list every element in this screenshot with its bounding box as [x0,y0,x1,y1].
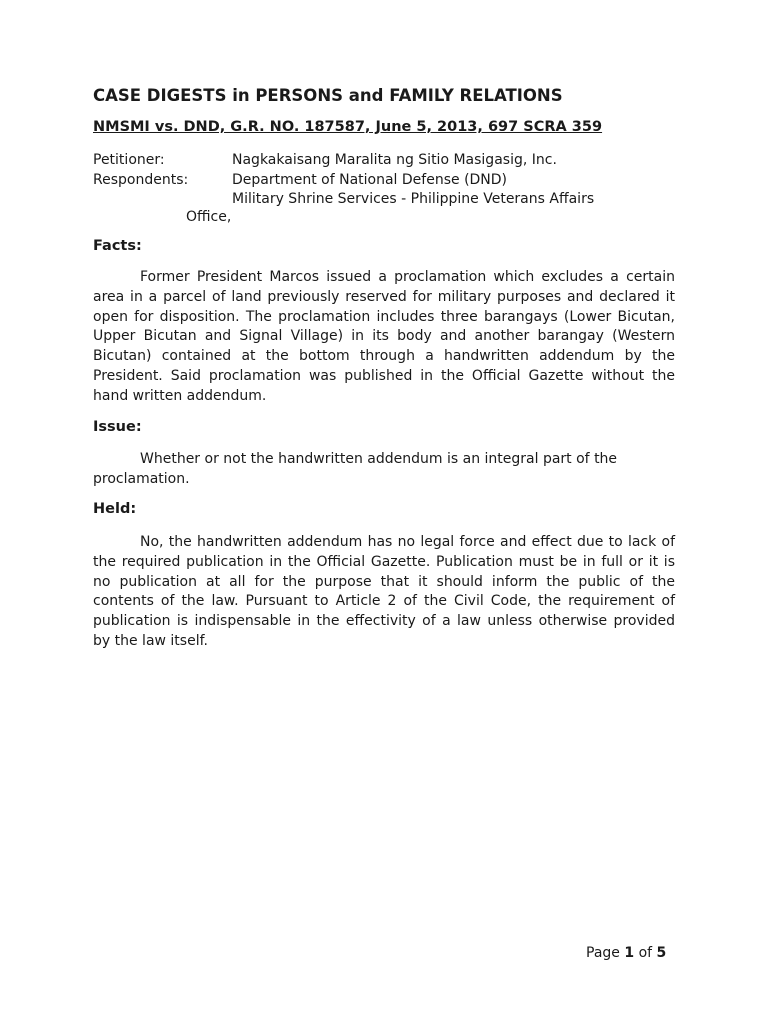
respondents-value-2: Military Shrine Services - Philippine Veterans Affairs [232,191,595,207]
respondents-value-3: Office, [186,209,232,225]
respondents-value-1: Department of National Defense (DND) [232,172,508,188]
issue-paragraph: Whether or not the handwritten addendum is an integral part of the proclamation. [93,451,618,487]
held-heading: Held: [93,501,137,517]
document-title: CASE DIGESTS in PERSONS and FAMILY RELATIONS [93,86,563,105]
footer-of-word: of [638,945,653,961]
footer-total-pages: 5 [656,945,667,961]
facts-heading: Facts: [93,238,142,254]
issue-heading: Issue: [93,419,142,435]
case-title: NMSMI vs. DND, G.R. NO. 187587, June 5, 2013, 697 SCRA 359 [93,119,603,135]
page-number-footer [586,945,666,961]
petitioner-label: Petitioner: [93,152,165,168]
held-paragraph: No, the handwritten addendum has no legal force and effect due to lack of the required publication in the Official Gazette. Publication must be in full or it is no publication at all for the purpose that it should inform the public of the contents of the law. Pursuant to Article 2 of the Civil Code, the requirement of publication is indispensable in the effectivity of a law unless otherwise provided by the law itself. [93,534,675,649]
footer-page-word: Page [586,945,620,961]
respondents-label: Respondents: [93,172,189,188]
facts-paragraph: Former President Marcos issued a proclamation which excludes a certain area in a parcel of land previously reserved for military purposes and declared it open for disposition. The proclamation includes three barangays (Lower Bicutan, Upper Bicutan and Signal Village) in its body and another barangay (Western Bicutan) contained at the bottom through a handwritten addendum by the President. Said proclamation was published in the Official Gazette without the hand written addendum. [93,269,675,404]
footer-current-page: 1 [624,945,635,961]
petitioner-value: Nagkakaisang Maralita ng Sitio Masigasig, Inc. [232,152,557,168]
